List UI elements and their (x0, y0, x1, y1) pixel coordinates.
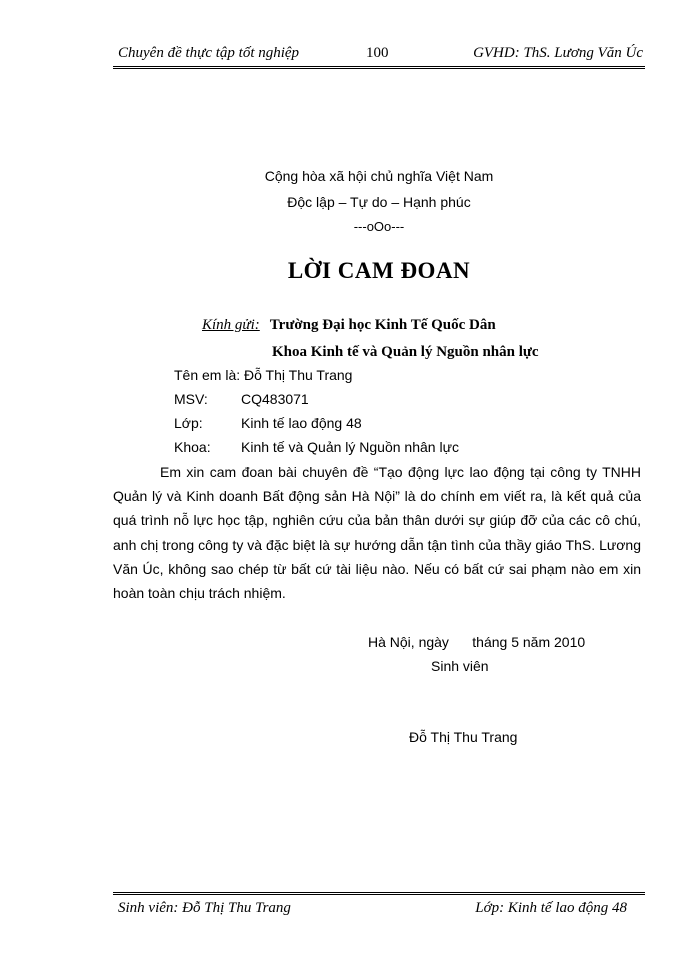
faculty-label: Khoa: (174, 439, 211, 455)
msv-value: CQ483071 (241, 391, 309, 407)
signature-date: Hà Nội, ngày tháng 5 năm 2010 (368, 634, 586, 650)
nation-name: Cộng hòa xã hội chủ nghĩa Việt Nam (264, 168, 494, 184)
page-title: LỜI CAM ĐOAN (287, 258, 471, 283)
student-name-line: Tên em là: Đỗ Thị Thu Trang (174, 367, 353, 383)
header-supervisor: GVHD: ThS. Lương Văn Úc (473, 45, 643, 61)
recipient-faculty: Khoa Kinh tế và Quản lý Nguồn nhân lực (272, 344, 539, 360)
decorative-divider: ---oOo--- (353, 219, 405, 234)
recipient-university: Trường Đại học Kinh Tế Quốc Dân (269, 317, 496, 333)
footer-student: Sinh viên: Đỗ Thị Thu Trang (118, 900, 291, 916)
page-number: 100 (366, 45, 389, 61)
student-faculty-row (174, 439, 459, 455)
class-value: Kinh tế lao động 48 (241, 415, 362, 431)
faculty-value: Kinh tế và Quản lý Nguồn nhân lực (241, 439, 459, 455)
student-msv-row (174, 391, 309, 407)
signature-role: Sinh viên (431, 658, 489, 674)
national-motto: Độc lập – Tự do – Hạnh phúc (287, 194, 471, 210)
declaration-paragraph: Em xin cam đoan bài chuyên đề “Tạo động lực lao động tại công ty TNHH Quản lý và Kinh doanh Bất động sản Hà Nội” là do chính em viết ra, là kết quả của quá trình nỗ lực học tập, nghiên cứu của bản thân dưới sự giúp đỡ của các cô chú, anh chị trong công ty và đặc biệt là sự hướng dẫn tận tình của thầy giáo ThS. Lương Văn Úc, không sao chép từ bất cứ tài liệu nào. Nếu có bất cứ sai phạm nào em xin hoàn toàn chịu trách nhiệm. (113, 464, 641, 602)
page-header (113, 42, 645, 69)
student-class-row (174, 415, 362, 431)
header-report-title: Chuyên đề thực tập tốt nghiệp (118, 45, 300, 61)
msv-label: MSV: (174, 391, 208, 407)
class-label: Lớp: (174, 415, 203, 431)
recipient-label: Kính gửi: (202, 317, 260, 333)
signature-name: Đỗ Thị Thu Trang (409, 729, 518, 745)
page-footer (113, 892, 645, 921)
recipient-line (202, 317, 496, 334)
footer-class: Lớp: Kinh tế lao động 48 (475, 900, 627, 916)
